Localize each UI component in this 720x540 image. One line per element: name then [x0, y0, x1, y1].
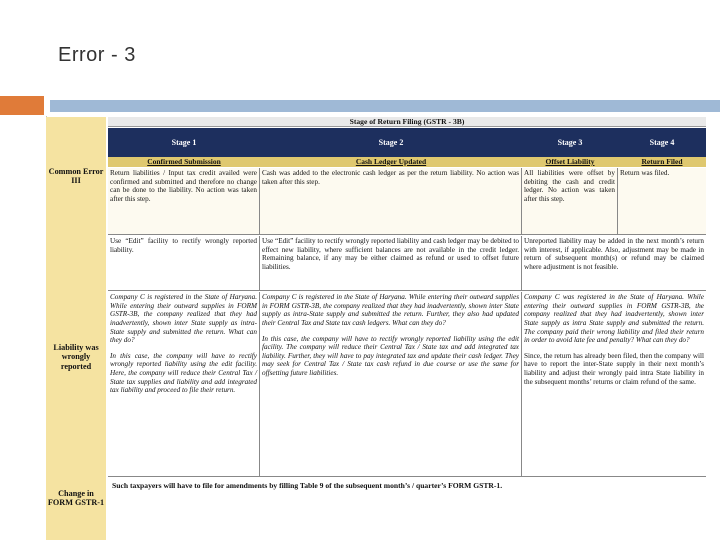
stage-4-header: Stage 4: [649, 138, 675, 147]
stage-3-header: Stage 3: [557, 138, 583, 147]
table-row-action: [108, 236, 706, 291]
stage-header-row: [108, 128, 706, 157]
example-stage1-answer: In this case, the company will have to rectify wrongly reported liability using the edit facility. Here, the company will reduce their Central Tax / State tax supplies and liability and add integrated tax liability and proceed to file their return.: [110, 351, 257, 395]
side-label-column: [46, 117, 106, 540]
stage-2-header: Stage 2: [378, 138, 404, 147]
side-label-liability: Liability was wrongly reported: [53, 343, 99, 371]
example-stage2-question: Company C is registered in the State of Haryana. While entering their outward supplies in FORM GSTR-3B, the company realized that they had inadvertently, shown inter State supply as intra-State supply and submitted the return. Further, they also had updated their Central Tax and State tax cash ledgers. What can they do?: [262, 293, 519, 327]
sub-header-offset: Offset Liability: [545, 157, 595, 166]
cell-common-stage1: Return liabilities / Input tax credit availed were confirmed and submitted and therefore no change can be done to the liability. No action was taken after this step.: [108, 168, 260, 234]
cell-example-stage2: [260, 292, 522, 476]
cell-example-stage1: [108, 292, 260, 476]
cell-common-stage4: Return was filed.: [620, 169, 670, 177]
side-label-change: Change in FORM GSTR-1: [47, 489, 105, 508]
sub-header-filed: Return Filed: [641, 157, 683, 166]
sub-header-cash-ledger: Cash Ledger Updated: [355, 157, 427, 166]
table-row-example: [108, 292, 706, 477]
accent-bar: [50, 100, 720, 112]
table-row-common-error: [108, 168, 706, 235]
example-stage34-question: Company C was registered in the State of Haryana. While entering their outward supplies in FORM GSTR-3B, the company realized that they had inadvertently, shown inter State supply as intra State supply and submitted the return. The company paid their wrong liability and filed their return in order to avoid late fee and penalty? What can they do?: [524, 293, 704, 345]
sub-header-row: [108, 157, 706, 167]
accent-square: [0, 96, 44, 115]
cell-action-stage1: Use “Edit” facility to rectify wrongly reported liability.: [108, 236, 260, 290]
cell-action-stage34: Unreported liability may be added in the next month’s return with interest, if applicable. Also, adjustment may be made in return of subsequent month(s) or refund may be claimed where adjustment is not feasible.: [524, 237, 704, 271]
cell-example-stage34: [522, 292, 706, 476]
slide-title: Error - 3: [58, 44, 136, 66]
final-note: Such taxpayers will have to file for amendments by filling Table 9 of the subsequent month’s / quarter’s FORM GSTR-1.: [112, 481, 503, 490]
table-header-title: [108, 117, 706, 127]
sub-header-confirmed: Confirmed Submission: [147, 157, 221, 166]
example-stage1-question: Company C is registered in the State of Haryana. While entering their outward supplies in FORM GSTR-3B, the company realized that they had inadvertently, shown inter State supply as intra-State supply and submitted the return. What can they do?: [110, 293, 257, 345]
example-stage2-answer: In this case, the company will have to rectify wrongly reported liability using the edit facility. The company will reduce their Central Tax / State tax and add integrated tax liability. Further, they will have to pay integrated tax and update their cash ledger. They may seek for Central Tax / State tax cash refund in due course or use the same for offsetting future liabilities.: [262, 334, 519, 378]
example-stage34-answer: Since, the return has already been filed, then the company will have to report the inter-State supply in their next month’s liability and adjust their wrongly paid intra State liability in the subsequent months’ returns or claim refund of the same.: [524, 351, 704, 386]
cell-common-stage3: All liabilities were offset by debiting the cash and credit ledger. No action was taken after this step.: [522, 168, 618, 234]
cell-action-stage2: Use “Edit” facility to rectify wrongly reported liability and cash ledger may be debited to effect new liability, where sufficient balances are not available in the credit ledger. Remaining balance, if any may be either claimed as refund or used to offset future liabilities.: [260, 236, 522, 290]
stage-1-header: Stage 1: [171, 138, 197, 147]
cell-common-stage2: Cash was added to the electronic cash ledger as per the return liability. No action was taken after this step.: [260, 168, 522, 234]
return-filing-table: [46, 117, 706, 540]
header-title-text: Stage of Return Filing (GSTR - 3B): [349, 117, 465, 126]
side-label-common-error: Common Error III: [48, 167, 104, 186]
